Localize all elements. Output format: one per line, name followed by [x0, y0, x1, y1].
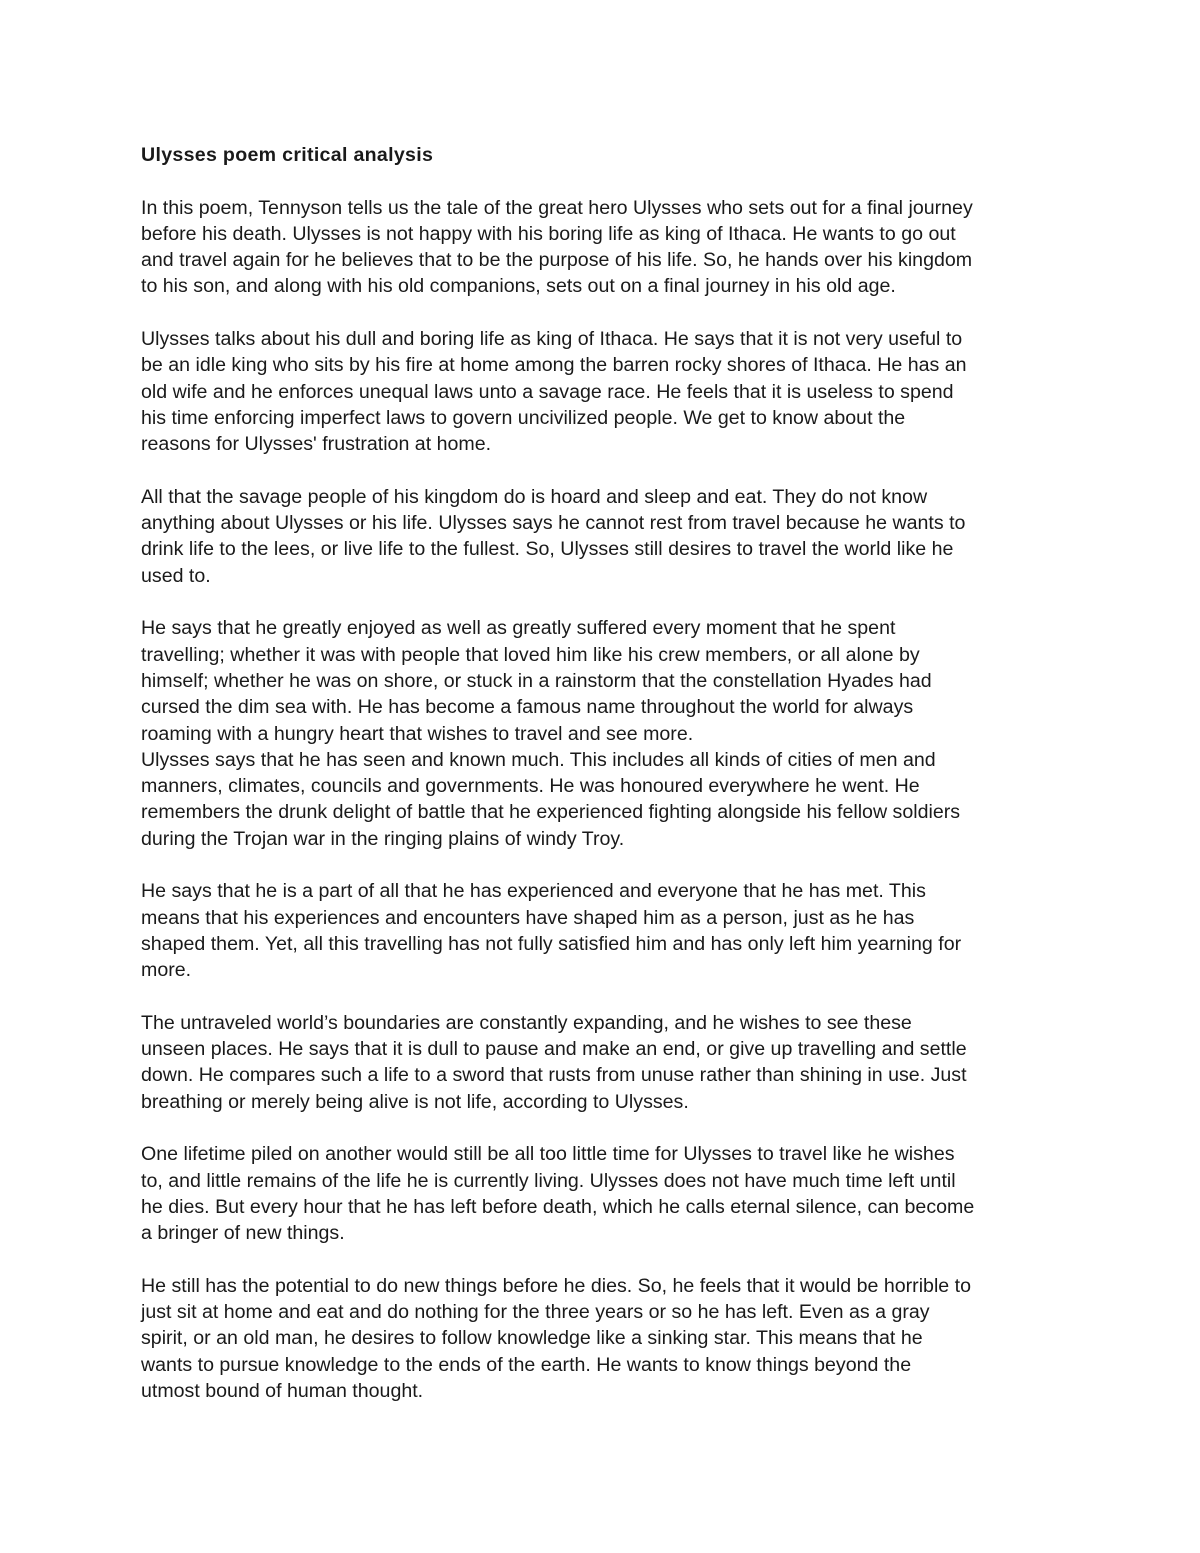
paragraph — [141, 195, 1071, 300]
paragraph-line: before his death. Ulysses is not happy with his boring life as king of Ithaca. He wants to go out — [141, 222, 956, 245]
document-body — [141, 142, 1071, 1404]
paragraph-list — [141, 195, 1071, 1405]
paragraph-line: used to. — [141, 564, 211, 587]
paragraph-line: to, and little remains of the life he is currently living. Ulysses does not have much time left until — [141, 1169, 956, 1192]
paragraph-line: remembers the drunk delight of battle that he experienced fighting alongside his fellow soldiers — [141, 801, 961, 824]
paragraph — [141, 484, 1071, 589]
paragraph-spacer — [141, 852, 1071, 878]
paragraph-spacer — [141, 1246, 1071, 1272]
paragraph-line: drink life to the lees, or live life to the fullest. So, Ulysses still desires to travel the world like he — [141, 538, 954, 561]
paragraph-line: utmost bound of human thought. — [141, 1379, 424, 1402]
paragraph-line: unseen places. He says that it is dull to pause and make an end, or give up travelling and settle — [141, 1038, 967, 1061]
paragraph-spacer — [141, 984, 1071, 1010]
paragraph-spacer — [141, 589, 1071, 615]
paragraph-line: He says that he greatly enjoyed as well as greatly suffered every moment that he spent — [141, 617, 896, 640]
paragraph-line: be an idle king who sits by his fire at home among the barren rocky shores of Ithaca. He has an — [141, 354, 967, 377]
paragraph-line: himself; whether he was on shore, or stuck in a rainstorm that the constellation Hyades had — [141, 669, 932, 692]
paragraph-line: cursed the dim sea with. He has become a famous name throughout the world for always — [141, 696, 914, 719]
paragraph-line: In this poem, Tennyson tells us the tale of the great hero Ulysses who sets out for a final journey — [141, 196, 973, 219]
paragraph-line: He says that he is a part of all that he has experienced and everyone that he has met. This — [141, 880, 926, 903]
paragraph-line: travelling; whether it was with people that loved him like his crew members, or all alone by — [141, 643, 920, 666]
paragraph-line: roaming with a hungry heart that wishes to travel and see more. — [141, 722, 694, 745]
paragraph-line: to his son, and along with his old companions, sets out on a final journey in his old age. — [141, 275, 896, 298]
paragraph — [141, 615, 1071, 852]
paragraph-line: down. He compares such a life to a sword that rusts from unuse rather than shining in use. Just — [141, 1064, 967, 1087]
paragraph-line: old wife and he enforces unequal laws unto a savage race. He feels that it is useless to spend — [141, 380, 954, 403]
paragraph — [141, 1273, 1071, 1404]
paragraph-line: shaped them. Yet, all this travelling has not fully satisfied him and has only left him yearning for — [141, 932, 962, 955]
paragraph-line: Ulysses says that he has seen and known much. This includes all kinds of cities of men and — [141, 748, 936, 771]
paragraph — [141, 878, 1071, 983]
paragraph-line: during the Trojan war in the ringing plains of windy Troy. — [141, 827, 625, 850]
paragraph-line: just sit at home and eat and do nothing for the three years or so he has left. Even as a gray — [141, 1301, 930, 1324]
paragraph — [141, 1010, 1071, 1115]
paragraph-line: and travel again for he believes that to be the purpose of his life. So, he hands over his kingdom — [141, 249, 973, 272]
paragraph-line: means that his experiences and encounters have shaped him as a person, just as he has — [141, 906, 915, 929]
paragraph-line: He still has the potential to do new things before he dies. So, he feels that it would be horrible to — [141, 1274, 971, 1297]
paragraph-line: One lifetime piled on another would still be all too little time for Ulysses to travel like he wishes — [141, 1143, 955, 1166]
paragraph-line: wants to pursue knowledge to the ends of the earth. He wants to know things beyond the — [141, 1353, 912, 1376]
paragraph-spacer — [141, 1115, 1071, 1141]
paragraph-line: he dies. But every hour that he has left before death, which he calls eternal silence, can become — [141, 1195, 975, 1218]
paragraph-line: All that the savage people of his kingdom do is hoard and sleep and eat. They do not know — [141, 485, 928, 508]
paragraph-line: a bringer of new things. — [141, 1222, 345, 1245]
paragraph-spacer — [141, 458, 1071, 484]
paragraph-line: spirit, or an old man, he desires to follow knowledge like a sinking star. This means that he — [141, 1327, 923, 1350]
paragraph-line: reasons for Ulysses' frustration at home. — [141, 433, 492, 456]
paragraph — [141, 1141, 1071, 1246]
paragraph-line: his time enforcing imperfect laws to govern uncivilized people. We get to know about the — [141, 406, 906, 429]
paragraph-line: Ulysses talks about his dull and boring life as king of Ithaca. He says that it is not very useful to — [141, 328, 963, 351]
paragraph-line: more. — [141, 959, 192, 982]
paragraph-line: anything about Ulysses or his life. Ulysses says he cannot rest from travel because he wants to — [141, 512, 966, 535]
paragraph-line: breathing or merely being alive is not life, according to Ulysses. — [141, 1090, 689, 1113]
paragraph-line: manners, climates, councils and governments. He was honoured everywhere he went. He — [141, 775, 920, 798]
paragraph — [141, 326, 1071, 457]
paragraph-line: The untraveled world’s boundaries are constantly expanding, and he wishes to see these — [141, 1011, 912, 1034]
paragraph-spacer — [141, 168, 1071, 194]
document-title: Ulysses poem critical analysis — [141, 144, 434, 166]
paragraph-spacer — [141, 300, 1071, 326]
